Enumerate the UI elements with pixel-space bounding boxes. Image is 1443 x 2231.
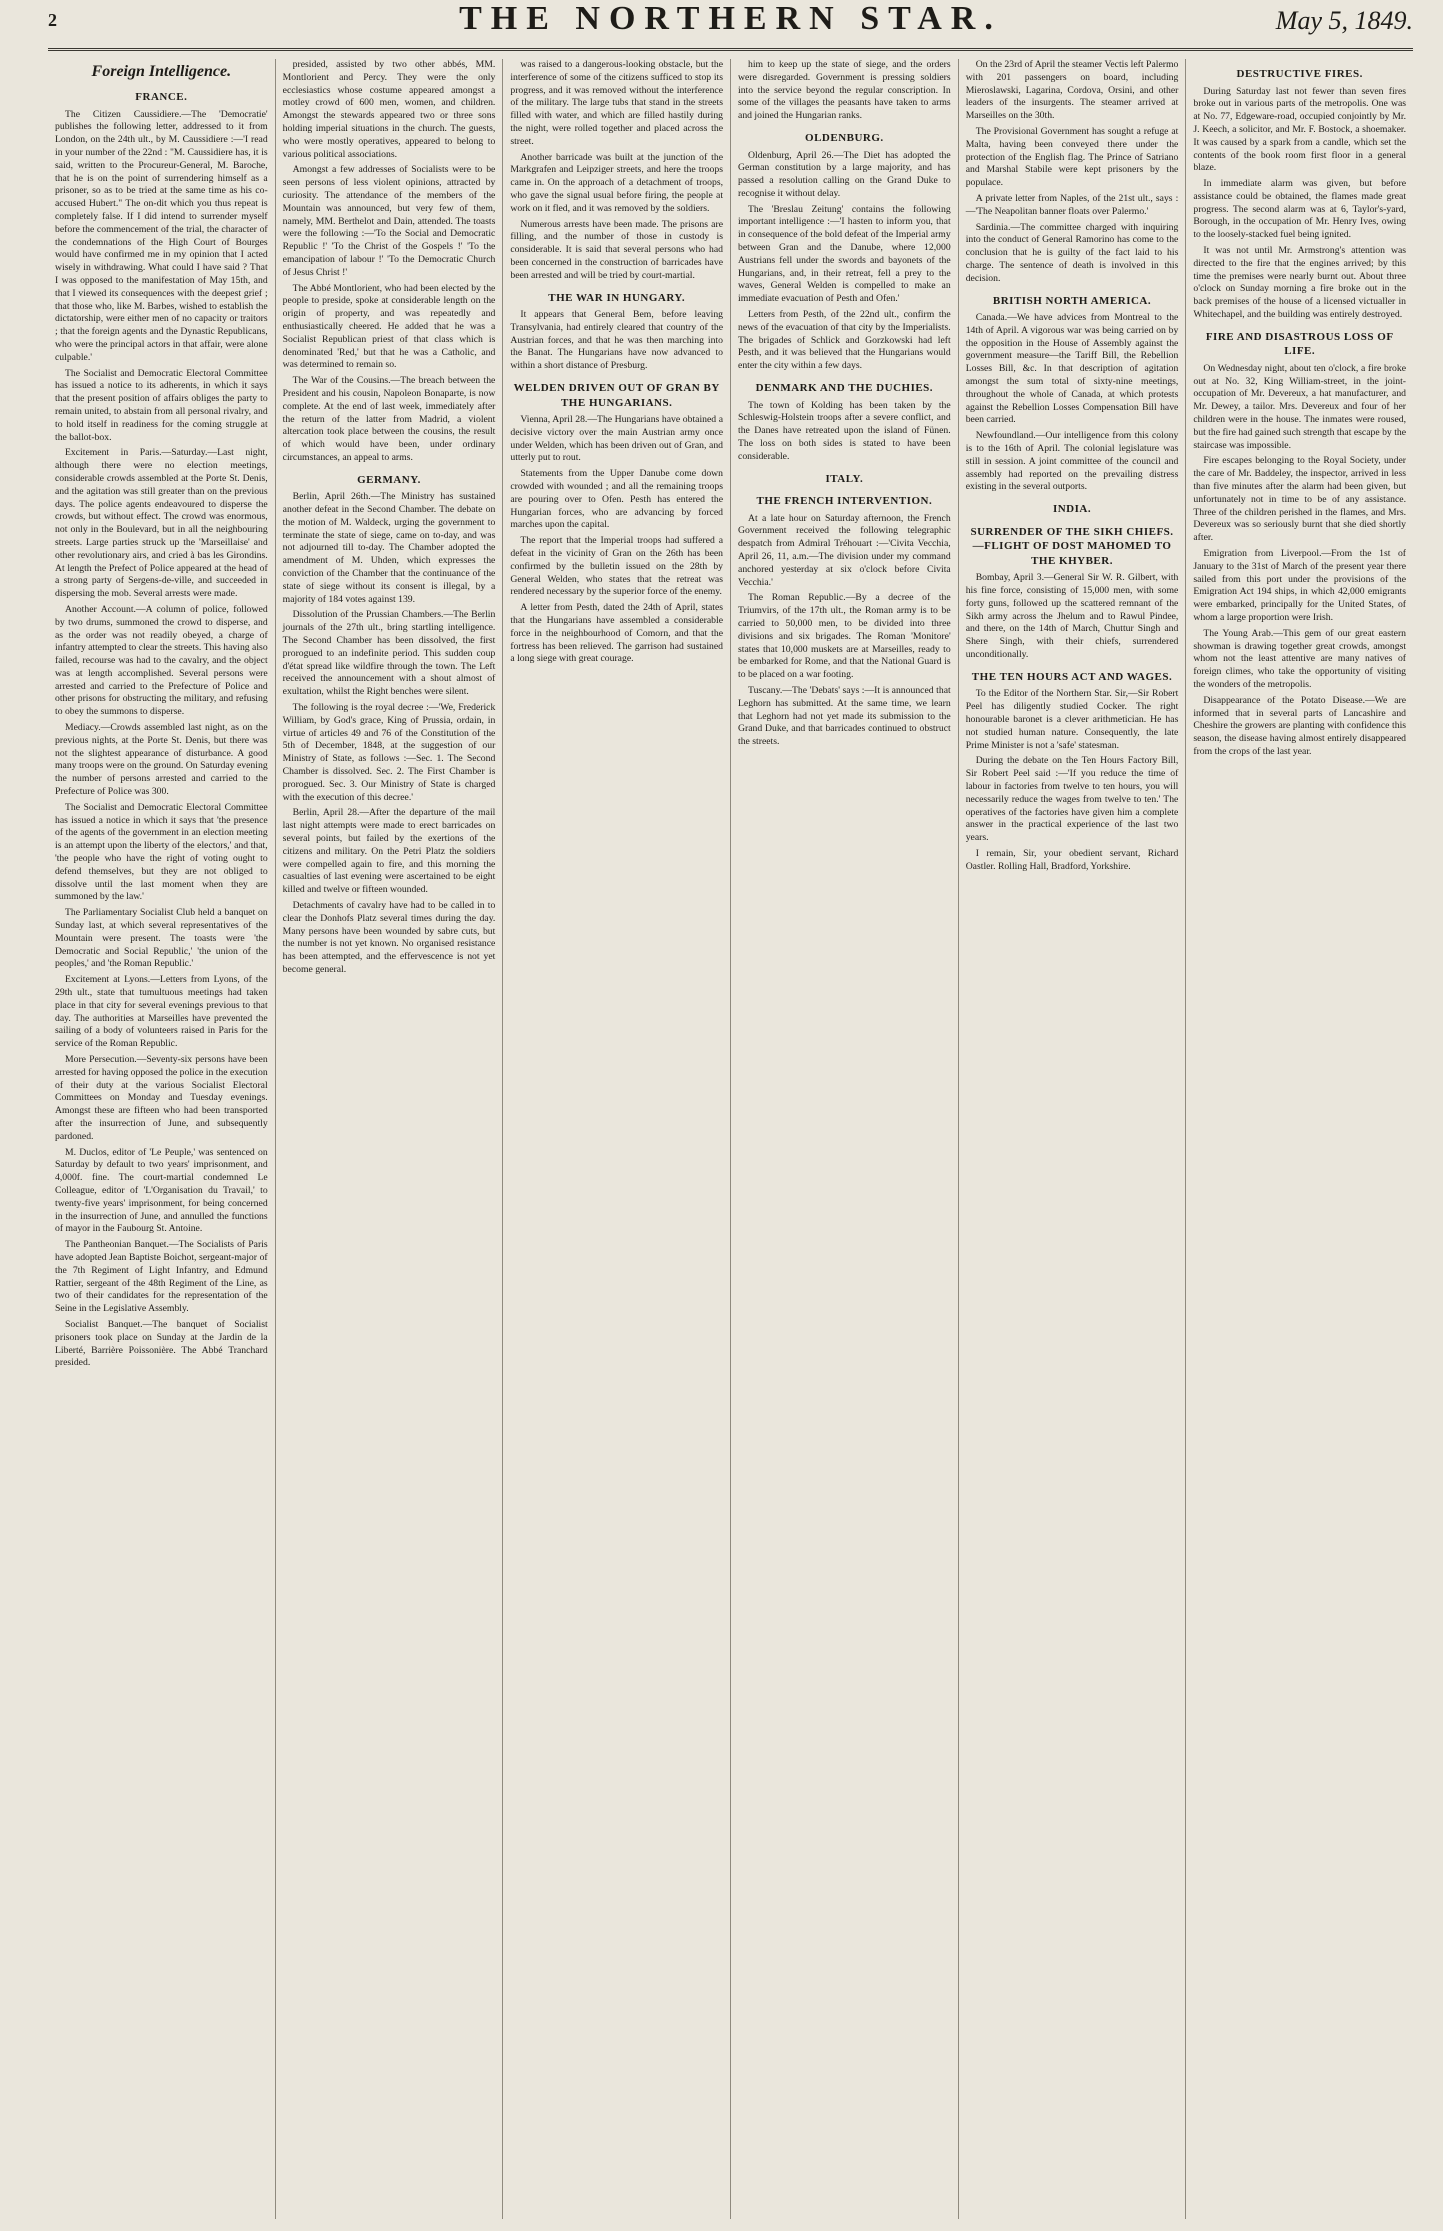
article-paragraph: presided, assisted by two other abbés, MM. Montlorient and Percy. They were the only ecclesiastics whose costume appeared amongst a motley crowd of 600 men, women, and children. Amongst the stewards appeared two or three sons holding imperial situations in the church. The guests, who were mostly operatives, appeared to belong to various political associations. bbox=[282, 59, 496, 160]
article-paragraph: Letters from Pesth, of the 22nd ult., confirm the news of the evacuation of that city by the Imperialists. The brigades of Schlick and Gorzkowski had left Pesth, and it was believed that the Hungarians would enter the city within a few days. bbox=[738, 309, 951, 372]
newspaper-title: THE NORTHERN STAR. bbox=[459, 0, 1002, 37]
article-paragraph: Statements from the Upper Danube come down crowded with wounded ; and all the remaining troops are pouring over to Ofen. Pesth has entered the Hungarian forces, who are advancing by forced marches upon the capital. bbox=[510, 468, 724, 531]
article-paragraph: Excitement in Paris.—Saturday.—Last night, although there were no election meetings, considerable crowds assembled at the Porte St. Denis, and the agitation was still greater than on the previous days. The police agents endeavoured to disperse the crowds, but without effect. The crowd was enormous, not only in the Boulevard, but in all the neighbouring streets. Large parties struck up the 'Marseillaise' and other revolutionary airs, and cried à bas les Girondins. At length the Prefect of Police appeared at the head of a strong party of Sergens-de-ville, and succeeded in dispersing the mob. Several arrests were made. bbox=[55, 447, 268, 600]
article-paragraph: Sardinia.—The committee charged with inquiring into the conduct of General Ramorino has come to the conclusion that he is guilty of the fact laid to his charge. The sentence of death is involved in this decision. bbox=[965, 221, 1179, 284]
article-heading: DESTRUCTIVE FIRES. bbox=[1236, 68, 1363, 80]
article-heading: BRITISH NORTH AMERICA. bbox=[992, 294, 1152, 307]
article-heading: INDIA. bbox=[1052, 503, 1092, 516]
article-paragraph: The Young Arab.—This gem of our great eastern showman is drawing together great crowds, amongst whom not the least attentive are many natives of foreign climes, who take the opportunity of visiting the wonders of the metropolis. bbox=[1193, 627, 1407, 691]
page-number: 2 bbox=[48, 10, 57, 30]
article-heading: THE WAR IN HUNGARY. bbox=[548, 291, 686, 304]
column-3 bbox=[503, 59, 731, 2219]
article-paragraph: Disappearance of the Potato Disease.—We are informed that in several parts of Lancashire and Cheshire the growers are planting with confidence this season, the disease having almost entirely disappeared from the crops of the last year. bbox=[1193, 694, 1407, 757]
article-columns bbox=[48, 59, 1413, 2219]
article-paragraph: Numerous arrests have been made. The prisons are filling, and the number of those in custody is considerable. It is said that several persons who had been concerned in the construction of barricades have been arrested and will be tried by court-martial. bbox=[510, 218, 724, 281]
article-paragraph: The 'Breslau Zeitung' contains the following important intelligence :—'I hasten to inform you, that in consequence of the bold defeat of the Imperial army between Gran and the Danube, where 12,000 Austrians fell under the swords and bayonets of the Hungarians, and, in their retreat, fell a prey to the waves, General Welden is compelled to make an immediate evacuation of Pesth and Ofen.' bbox=[738, 203, 951, 305]
issue-date: May 5, 1849. bbox=[1275, 6, 1413, 35]
article-paragraph: At a late hour on Saturday afternoon, the French Government received the following telegraphic despatch from Admiral Tréhouart :—'Civita Vecchia, April 26, 11, a.m.—The division under my command anchored yesterday at six o'clock before Civita Vecchia.' bbox=[738, 512, 951, 588]
article-paragraph: On Wednesday night, about ten o'clock, a fire broke out at No. 32, King William-street, in the joint-occupation of Mr. Devereux, a hat manufacturer, and Mr. Dewey, a tailor. Mrs. Devereux and four of her children were in the house. The inmates were roused, but the fire had gained such strength that escape by the staircase was impossible. bbox=[1193, 362, 1407, 451]
article-paragraph: The Provisional Government has sought a refuge at Malta, having been conveyed there under the protection of the English flag. The Prince of Satriano and Marshal Stabile were kept prisoners by the populace. bbox=[965, 125, 1179, 189]
article-heading: DENMARK AND THE DUCHIES. bbox=[755, 382, 934, 395]
article-heading: FRANCE. bbox=[135, 91, 188, 104]
article-paragraph: Emigration from Liverpool.—From the 1st of January to the 31st of March of the present year there sailed from this port under the provisions of the Emigration Act 194 ships, in which 42,000 emigrants were embarked, principally for the United States, of whom a large proportion were Irish. bbox=[1193, 548, 1407, 624]
column-6 bbox=[1186, 59, 1413, 2219]
article-heading: ITALY. bbox=[825, 472, 864, 485]
article-paragraph: The report that the Imperial troops had suffered a defeat in the vicinity of Gran on the 26th has been confirmed by the bulletin issued on the 28th by General Welden, who states that the retreat was rendered necessary by the superior force of the enemy. bbox=[510, 535, 724, 598]
article-heading: GERMANY. bbox=[357, 473, 421, 486]
article-paragraph: The Pantheonian Banquet.—The Socialists of Paris have adopted Jean Baptiste Boichot, sergeant-major of the 7th Regiment of Light Infantry, and Edmund Rattier, sergeant of the 48th Regiment of the Line, as two of their candidates for the representation of the Seine in the Legislative Assembly. bbox=[55, 1239, 268, 1315]
article-paragraph: The Parliamentary Socialist Club held a banquet on Sunday last, at which several representatives of the Mountain were present. The toasts were 'the Democratic and Social Republic,' 'the union of the peoples,' and 'the Roman Republic.' bbox=[55, 907, 268, 970]
article-paragraph: A private letter from Naples, of the 21st ult., says :—'The Neapolitan banner floats over Palermo.' bbox=[965, 192, 1179, 217]
article-paragraph: Berlin, April 26th.—The Ministry has sustained another defeat in the Second Chamber. The debate on the motion of M. Waldeck, urging the government to terminate the state of siege, came on to-day, and was not adjourned till to-day. The Chamber adopted the amendment of M. Uhden, which expresses the conviction of the Chamber that the continuance of the state of siege without its consent is illegal, by a majority of 184 votes against 139. bbox=[282, 491, 496, 605]
column-5 bbox=[959, 59, 1187, 2219]
masthead bbox=[48, 0, 1413, 51]
column-2 bbox=[276, 59, 504, 2219]
article-paragraph: It appears that General Bem, before leaving Transylvania, had entirely cleared that country of the Austrian forces, and that he was then marching into the Banat. The Hungarians have now advanced to within a short distance of Presburg. bbox=[510, 309, 724, 372]
article-paragraph: It was not until Mr. Armstrong's attention was directed to the fire that the engines arrived; by this time the premises were nearly burnt out. About three o'clock on Sunday morning a fire broke out in the back premises of the house of a licensed victualler in Whitechapel, and the building was entirely destroyed. bbox=[1193, 245, 1407, 321]
article-paragraph: In immediate alarm was given, but before assistance could be obtained, the flames made great progress. The second alarm was at 6, Taylor's-yard, Borough, in the occupation of Mr. Henry Ives, owing to the loosely-stacked fuel being ignited. bbox=[1193, 178, 1407, 241]
article-paragraph: Oldenburg, April 26.—The Diet has adopted the German constitution by a large majority, and has passed a resolution calling on the Grand Duke to recognise it without delay. bbox=[738, 149, 951, 199]
article-paragraph: A letter from Pesth, dated the 24th of April, states that the Hungarians have assembled a considerable force in the neighbourhood of Comorn, and that the fortress has been relieved. The garrison had sustained a long siege with great courage. bbox=[510, 602, 724, 665]
article-paragraph: Dissolution of the Prussian Chambers.—The Berlin journals of the 27th ult., bring startling intelligence. The Second Chamber has been dissolved, the first prorogued to an indefinite period. This sudden coup d'état spread like wildfire through the town. The Left received the announcement with a shout almost of exultation, whilst the Right benches were silent. bbox=[282, 609, 496, 698]
column-4 bbox=[731, 59, 959, 2219]
article-paragraph: Amongst a few addresses of Socialists were to be seen persons of less violent opinions, attracted by curiosity. The attendance of the members of the Mountain was announced, but very few of them, namely, MM. Berthelot and Dain, attended. The toasts were the following :—'To the Social and Democratic Republic !' 'To the Christ of the Gospels !' 'To the emancipation of labour !' 'To the Democratic Church of Jesus Christ !' bbox=[282, 164, 496, 278]
article-paragraph: Another barricade was built at the junction of the Markgrafen and Leipziger streets, and here the troops came in. On the approach of a detachment of troops, who gave the signal usual before firing, the people at work on it fled, and it was removed by the soldiers. bbox=[510, 151, 724, 214]
article-paragraph: During Saturday last not fewer than seven fires broke out in various parts of the metropolis. One was at No. 77, Edgeware-road, occupied conjointly by Mr. J. Keech, a solicitor, and Mr. F. Bostock, a shoemaker. It was caused by a spark from a candle, which set the contents of the book room first floor in a general blaze. bbox=[1193, 85, 1407, 174]
article-heading: SURRENDER OF THE SIKH CHIEFS.—FLIGHT OF DOST MAHOMED TO THE KHYBER. bbox=[970, 525, 1174, 567]
article-paragraph: Another Account.—A column of police, followed by two drums, summoned the crowd to disperse, and as the order was not readily obeyed, a charge of infantry attempted to clear the streets. This having also failed, recourse was had to the cavalry, and the object was at length accomplished. Several persons were arrested and carried to the Prefecture of Police and other prisons for obstructing the military, and refusing to obey the summons to disperse. bbox=[55, 603, 268, 718]
article-paragraph: The War of the Cousins.—The breach between the President and his cousin, Napoleon Bonaparte, is now complete. At the end of last week, immediately after the return of the latter from Madrid, a violent altercation took place between the cousins, the result of which would have been, under ordinary circumstances, an appeal to arms. bbox=[282, 375, 496, 463]
article-paragraph: I remain, Sir, your obedient servant, Richard Oastler. Rolling Hall, Bradford, Yorkshire. bbox=[965, 847, 1179, 872]
article-paragraph: The following is the royal decree :—'We, Frederick William, by God's grace, King of Prussia, ordain, in virtue of articles 49 and 76 of the Constitution of the 5th of December, 1848, at the suggestion of our Ministry of State, as follows :—Sec. 1. The Second Chamber is dissolved. Sec. 2. The First Chamber is prorogued. Sec. 3. Our Ministry of State is charged with the execution of this decree.' bbox=[282, 701, 496, 803]
column-1 bbox=[48, 59, 276, 2219]
article-paragraph: The town of Kolding has been taken by the Schleswig-Holstein troops after a severe conflict, and the Danes have retreated upon the island of Fünen. The loss on both sides is stated to have been considerable. bbox=[738, 399, 951, 462]
article-paragraph: During the debate on the Ten Hours Factory Bill, Sir Robert Peel said :—'If you reduce the time of labour in factories from twelve to ten hours, you will necessarily reduce the wages from twelve to ten.' The operatives of the factories have given him a complete answer in the practical experience of the last two years. bbox=[965, 755, 1179, 844]
article-paragraph: Newfoundland.—Our intelligence from this colony is to the 16th of April. The colonial legislature was still in session. A joint committee of the council and assembly had reported on the prevailing distress existing in the several outports. bbox=[965, 430, 1179, 493]
article-paragraph: Tuscany.—The 'Debats' says :—It is announced that Leghorn has submitted. At the same time, we learn that Leghorn had not yet made its submission to the Grand Duke, and that barricades continued to obstruct the streets. bbox=[738, 684, 951, 748]
article-heading: THE TEN HOURS ACT AND WAGES. bbox=[971, 670, 1173, 683]
article-paragraph: Detachments of cavalry have had to be called in to clear the Donhofs Platz several times during the day. Many persons have been wounded by sabre cuts, but the number is not yet known. No organised resistance has been attempted, and the effervescence is not yet become general. bbox=[282, 899, 496, 975]
article-paragraph: Excitement at Lyons.—Letters from Lyons, of the 29th ult., state that tumultuous meetings had taken place in that city for several evenings previous to that day. The authorities at Marseilles have prevented the sailing of a body of volunteers raised in Paris for the service of the Roman Republic. bbox=[55, 974, 268, 1050]
article-heading: FIRE AND DISASTROUS LOSS OF LIFE. bbox=[1205, 330, 1394, 358]
article-paragraph: The Roman Republic.—By a decree of the Triumvirs, of the 17th ult., the Roman army is to be carried to 50,000 men, to be divided into three divisions and six brigades. The Roman 'Monitore' states that 10,000 muskets are at Marseilles, ready to be embarked for Rome, and that the National Guard is to be placed on a war footing. bbox=[738, 592, 951, 681]
article-paragraph: The Socialist and Democratic Electoral Committee has issued a notice in which it says that 'the presence of the agents of the government in an election meeting is an attempt upon the liberty of the electors,' and that, 'the people who have the right of voting ought to defend themselves, but they are not obliged to dissolve until the last moment when they are summoned by the law.' bbox=[55, 801, 268, 903]
article-heading: OLDENBURG. bbox=[805, 131, 884, 144]
section-heading: Foreign Intelligence. bbox=[91, 63, 232, 80]
article-paragraph: Vienna, April 28.—The Hungarians have obtained a decisive victory over the main Austrian army once under Welden, which has been driven out of Gran, and utterly put to rout. bbox=[510, 414, 724, 464]
article-paragraph: To the Editor of the Northern Star. Sir,—Sir Robert Peel has diligently studied Cocker. The right honourable baronet is a clever arithmetician. He has not studied human nature. Consequently, the late Prime Minister is not a 'safe' statesman. bbox=[965, 688, 1179, 751]
article-paragraph: Berlin, April 28.—After the departure of the mail last night attempts were made to erect barricades on several points, but failed by the exertions of the citizens and military. On the Petri Platz the soldiers were compelled again to fire, and this morning the casualties of last evening were ascertained to be eight killed and twelve or fifteen wounded. bbox=[282, 807, 496, 896]
article-paragraph: Socialist Banquet.—The banquet of Socialist prisoners took place on Sunday at the Jardin de la Liberté, Barrière Poissonière. The Abbé Tranchard presided. bbox=[55, 1318, 268, 1369]
article-paragraph: Bombay, April 3.—General Sir W. R. Gilbert, with his fine force, consisting of 15,000 men, with some forty guns, followed up the scattered remnant of the Sikh army across the Jhelum and to Rawul Pindee, and there, on the 14th of March, Chuttur Singh and Shere Singh, with their chiefs, surrendered unconditionally. bbox=[965, 572, 1179, 661]
article-paragraph: The Citizen Caussidiere.—The 'Democratie' publishes the following letter, addressed to it from London, on the 24th ult., by M. Caussidiere :—'I read in your number of the 22nd : "M. Caussidiere has, it is said, written to the Procureur-General, M. Baroche, that he is on the point of surrendering himself as a prisoner, so as to be tried at the same time as his co-accused Hubert." The on-dit which you thus repeat is completely false. If I did intend to surrender myself before the commencement of the trial, the character of the condemnations of the High Court of Bourges would have confirmed me in my opinion that I acted wisely in withdrawing. What could I have said ? That I was opposed to the manifestation of May 15th, and that I viewed its consequences with the deepest grief ; that those who, like M. Barbes, wished to establish the dictatorship, were either men of no capacity or traitors ; that the foreign agents and the Dynastic Republicans, who were the principal actors in that affair, were alone culpable.' bbox=[55, 108, 268, 363]
article-paragraph: was raised to a dangerous-looking obstacle, but the interference of some of the citizens sufficed to stop its progress, and it was removed without the interference of the military. The large tubs that stand in the streets filled with water, and which are filled hastily during the night, were rolled together and placed across the street. bbox=[510, 59, 724, 147]
article-paragraph: On the 23rd of April the steamer Vectis left Palermo with 201 passengers on board, including Mieroslawski, Lagarina, Cordova, Orsini, and other leaders of the insurgents. The steamer arrived at Marseilles on the 30th. bbox=[965, 59, 1179, 122]
article-paragraph: him to keep up the state of siege, and the orders were disregarded. Government is pressing soldiers into the service beyond the regular conscription. In some of the villages the peasants have taken to arms and joined the Hungarian ranks. bbox=[738, 59, 951, 122]
article-paragraph: Mediacy.—Crowds assembled last night, as on the previous nights, at the Porte St. Denis, but there was not the slightest appearance of disturbance. A good many troops were on the ground. On Saturday evening the number of persons arrested and carried to the Prefecture of Police was 300. bbox=[55, 722, 268, 798]
article-paragraph: Fire escapes belonging to the Royal Society, under the care of Mr. Baddeley, the inspector, arrived in less than five minutes after the alarm had been given, but unfortunately not in time to be of any assistance. Three of the children perished in the flames, and Mrs. Devereux was so seriously burnt that she died shortly after. bbox=[1193, 455, 1407, 544]
article-paragraph: M. Duclos, editor of 'Le Peuple,' was sentenced on Saturday by default to two years' imprisonment, and 4,000f. fine. The court-martial condemned Le Colleague, editor of 'L'Organisation du Travail,' to twenty-five years' imprisonment, for being concerned in the insurrection of June, and annulled the functions of mayor in the Faubourg St. Antoine. bbox=[55, 1146, 268, 1235]
article-paragraph: Canada.—We have advices from Montreal to the 14th of April. A vigorous war was being carried on by the opposition in the House of Assembly against the government measure—the Tariff Bill, the Rebellion Losses Bill, &c. In that description of agitation amongst the sum total of sixty-nine meetings, throughout the whole of Canada, at which protests against the Rebellion Losses Compensation Bill have been carried. bbox=[965, 312, 1179, 426]
article-heading: WELDEN DRIVEN OUT OF GRAN BY THE HUNGARIANS. bbox=[513, 382, 720, 409]
article-paragraph: The Socialist and Democratic Electoral Committee has issued a notice to its adherents, in which it says that the present position of affairs obliges the party to remain united, to abstain from all personal rivalry, and to hold itself in readiness for the coming struggle at the ballot-box. bbox=[55, 367, 268, 443]
article-paragraph: More Persecution.—Seventy-six persons have been arrested for having opposed the police in the execution of their duty at the various Socialist Electoral Committees on Monday and Tuesday evenings. Amongst these are fifteen who had been transported after the insurrection of June, and subsequently pardoned. bbox=[55, 1054, 268, 1142]
article-heading: THE FRENCH INTERVENTION. bbox=[756, 495, 933, 508]
article-paragraph: The Abbé Montlorient, who had been elected by the people to preside, spoke at considerable length on the origin of property, and was repeatedly and enthusiastically cheered. He added that he was a Socialist Republican priest of that class which is denominated 'Red,' but that he was a Catholic, and was determined to remain so. bbox=[282, 282, 496, 371]
